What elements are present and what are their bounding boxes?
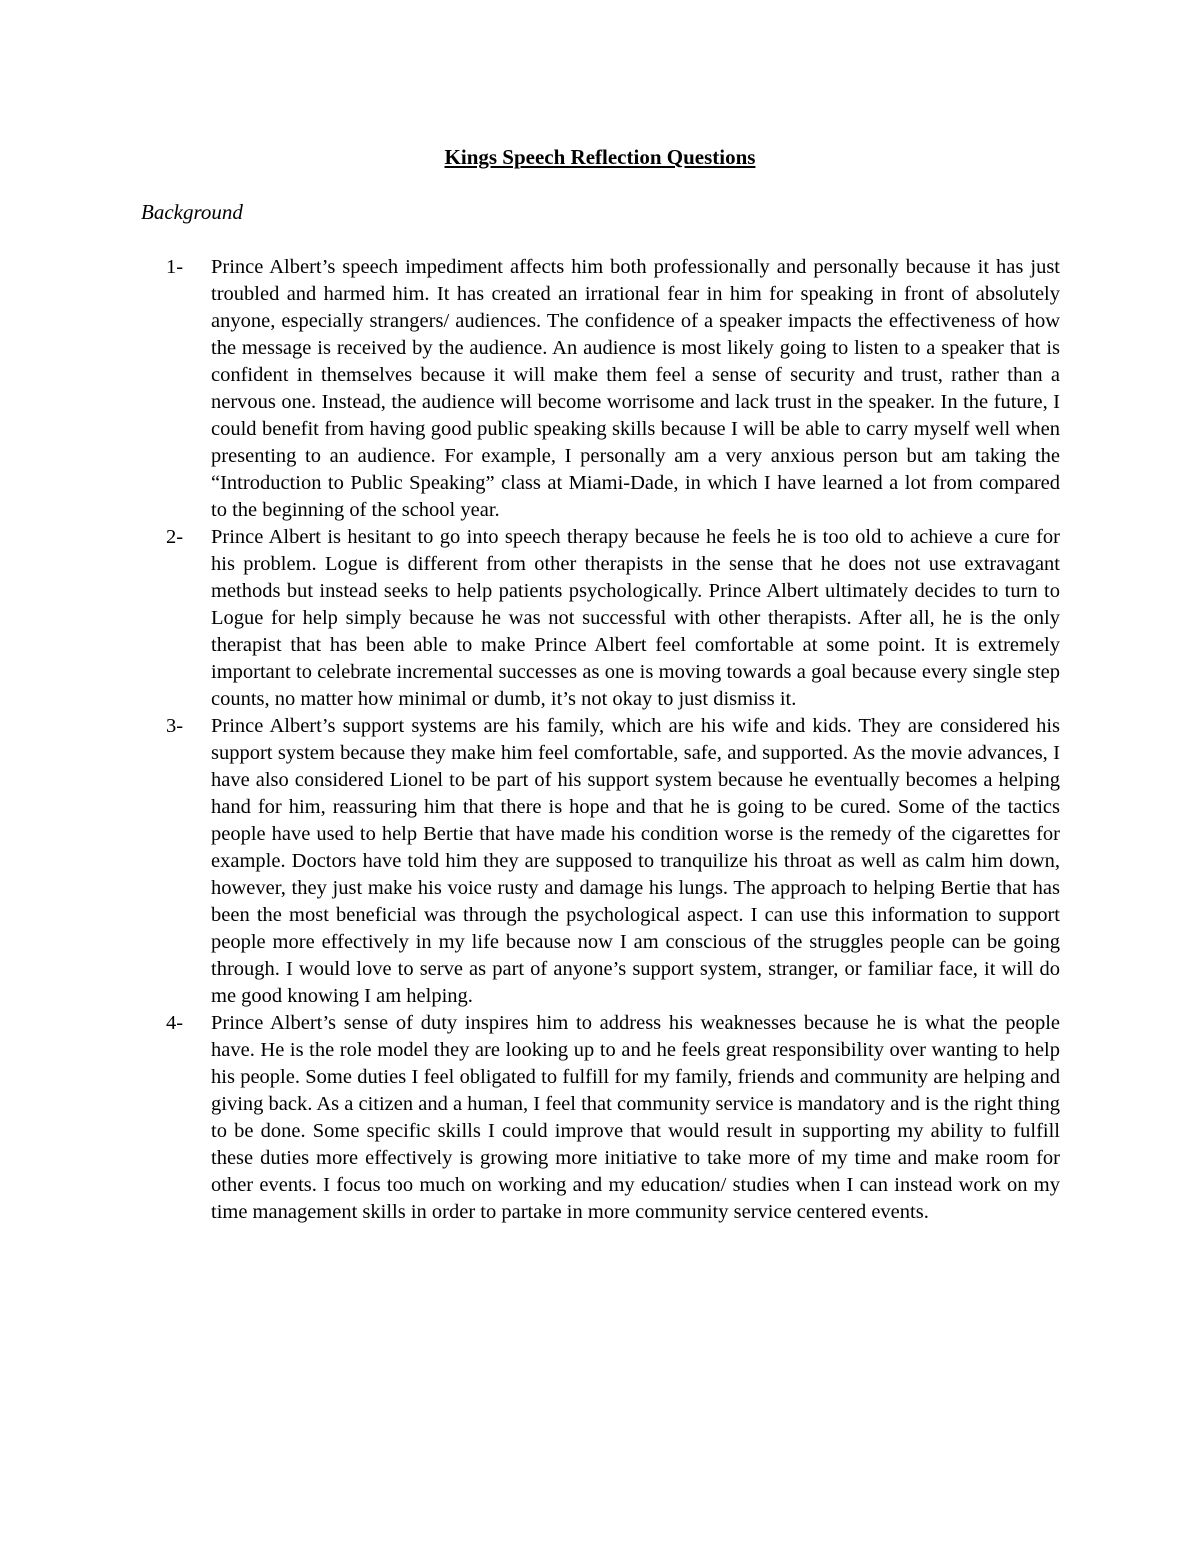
list-item-text: Prince Albert is hesitant to go into speech therapy because he feels he is too old to achieve a cure for his problem. Logue is different from other therapists in the sense that he does not use extravagant methods but instead seeks to help patients psychologically. Prince Albert ultimately decides to turn to Logue for help simply because he was not successful with other therapists. After all, he is the only therapist that has been able to make Prince Albert feel comfortable at some point. It is extremely important to celebrate incremental successes as one is moving towards a goal because every single step counts, no matter how minimal or dumb, it’s not okay to just dismiss it. — [211, 526, 1060, 710]
document-title: Kings Speech Reflection Questions — [444, 145, 756, 169]
list-item — [166, 1010, 1060, 1226]
list-item — [166, 254, 1060, 524]
question-list — [166, 254, 1060, 1226]
section-heading: Background — [141, 200, 243, 224]
list-item-number: 2- — [166, 526, 184, 548]
list-item-text: Prince Albert’s speech impediment affects him both professionally and personally because it has just troubled and harmed him. It has created an irrational fear in him for speaking in front of absolutely anyone, especially strangers/ audiences. The confidence of a speaker impacts the effectiveness of how the message is received by the audience. An audience is most likely going to listen to a speaker that is confident in themselves because it will make them feel a sense of security and trust, rather than a nervous one. Instead, the audience will become worrisome and lack trust in the speaker. In the future, I could benefit from having good public speaking skills because I will be able to carry myself well when presenting to an audience. For example, I personally am a very anxious person but am taking the “Introduction to Public Speaking” class at Miami-Dade, in which I have learned a lot from compared to the beginning of the school year. — [211, 256, 1060, 521]
list-item — [166, 713, 1060, 1010]
list-item-text: Prince Albert’s sense of duty inspires him to address his weaknesses because he is what the people have. He is the role model they are looking up to and he feels great responsibility over wanting to help his people. Some duties I feel obligated to fulfill for my family, friends and community are helping and giving back. As a citizen and a human, I feel that community service is mandatory and is the right thing to be done. Some specific skills I could improve that would result in supporting my ability to fulfill these duties more effectively is growing more initiative to take more of my time and make room for other events. I focus too much on working and my education/ studies when I can instead work on my time management skills in order to partake in more community service centered events. — [211, 1012, 1060, 1223]
list-item — [166, 524, 1060, 713]
list-item-number: 1- — [166, 256, 184, 278]
list-item-number: 3- — [166, 715, 184, 737]
list-item-text: Prince Albert’s support systems are his family, which are his wife and kids. They are considered his support system because they make him feel comfortable, safe, and supported. As the movie advances, I have also considered Lionel to be part of his support system because he eventually becomes a helping hand for him, reassuring him that there is hope and that he is going to be cured. Some of the tactics people have used to help Bertie that have made his condition worse is the remedy of the cigarettes for example. Doctors have told him they are supposed to tranquilize his throat as well as calm him down, however, they just make his voice rusty and damage his lungs. The approach to helping Bertie that has been the most beneficial was through the psychological aspect. I can use this information to support people more effectively in my life because now I am conscious of the struggles people can be going through. I would love to serve as part of anyone’s support system, stranger, or familiar face, it will do me good knowing I am helping. — [211, 715, 1060, 1007]
list-item-number: 4- — [166, 1012, 184, 1034]
